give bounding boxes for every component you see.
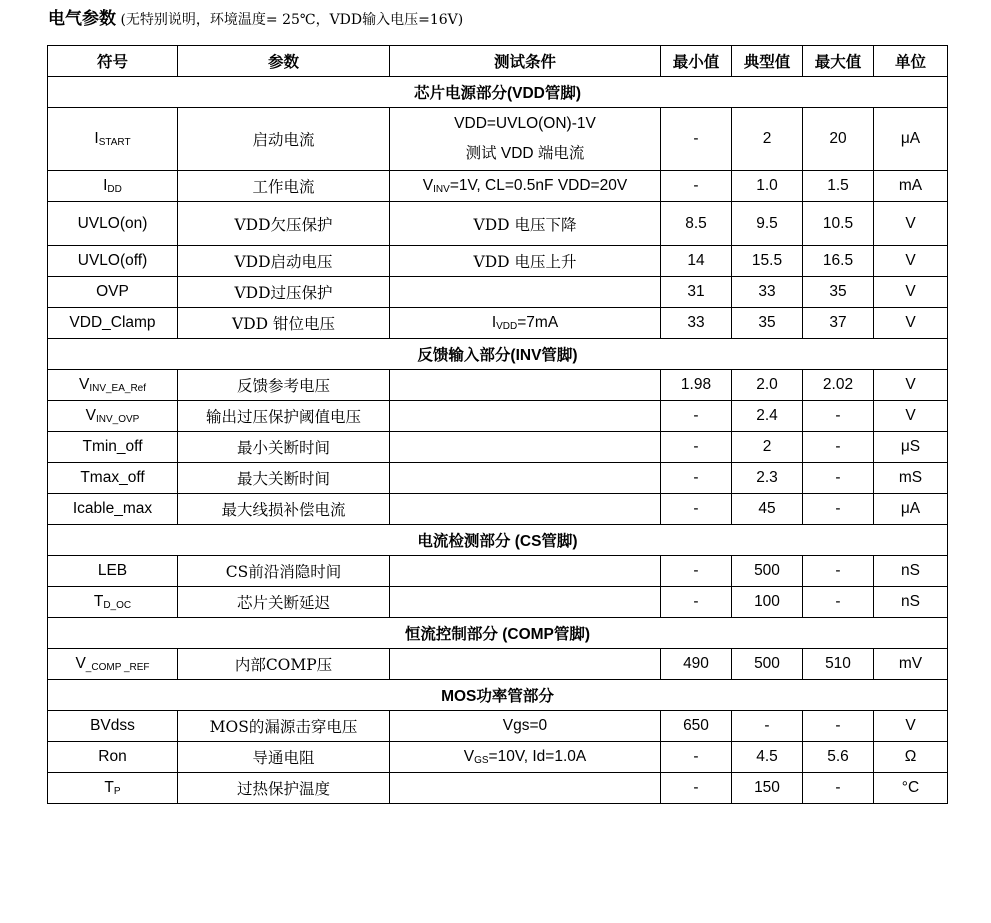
- condition-cell: $V_{INV}=1V$, CL=0.5nF VDD=20V: [390, 171, 661, 202]
- table-row: [48, 401, 948, 432]
- min-cell: 33: [661, 308, 732, 339]
- unit-cell: V: [874, 308, 948, 339]
- table-row: [48, 246, 948, 277]
- parameter-cell: 输出过压保护阈值电压: [178, 401, 390, 432]
- max-cell: 20: [803, 108, 874, 171]
- unit-cell: mS: [874, 463, 948, 494]
- unit-cell: V: [874, 246, 948, 277]
- min-cell: 31: [661, 277, 732, 308]
- parameter-cell: 最大关断时间: [178, 463, 390, 494]
- section-title: 恒流控制部分 (COMP管脚): [48, 618, 948, 649]
- table-row: [48, 463, 948, 494]
- max-cell: -: [803, 587, 874, 618]
- typ-cell: 2: [732, 108, 803, 171]
- parameter-cell: 工作电流: [178, 171, 390, 202]
- typ-cell: 2.4: [732, 401, 803, 432]
- col-header-condition: 测试条件: [390, 46, 661, 77]
- heading-note: (无特别说明，环境温度= 25℃，VDD输入电压=16V): [120, 12, 464, 28]
- typ-cell: 2.3: [732, 463, 803, 494]
- typ-cell: 500: [732, 649, 803, 680]
- min-cell: 650: [661, 711, 732, 742]
- col-header-parameter: 参数: [178, 46, 390, 77]
- min-cell: 1.98: [661, 370, 732, 401]
- unit-cell: V: [874, 370, 948, 401]
- parameter-cell: 启动电流: [178, 108, 390, 171]
- electrical-parameters-table: [47, 45, 948, 804]
- col-header-unit: 单位: [874, 46, 948, 77]
- unit-cell: μA: [874, 494, 948, 525]
- max-cell: -: [803, 773, 874, 804]
- table-row: [48, 308, 948, 339]
- typ-cell: -: [732, 711, 803, 742]
- table-row: [48, 773, 948, 804]
- condition-cell: [390, 556, 661, 587]
- unit-cell: °C: [874, 773, 948, 804]
- condition-cell: [390, 649, 661, 680]
- condition-cell: [390, 773, 661, 804]
- condition-cell: Vgs=0: [390, 711, 661, 742]
- max-cell: 35: [803, 277, 874, 308]
- min-cell: -: [661, 742, 732, 773]
- min-cell: -: [661, 401, 732, 432]
- min-cell: -: [661, 463, 732, 494]
- condition-cell: [390, 463, 661, 494]
- condition-cell: VDD 电压上升: [390, 246, 661, 277]
- symbol-cell: Tmin_off: [48, 432, 178, 463]
- typ-cell: 33: [732, 277, 803, 308]
- parameter-cell: 最大线损补偿电流: [178, 494, 390, 525]
- symbol-cell: UVLO(on): [48, 202, 178, 246]
- symbol-cell: $I_{START}$: [48, 108, 178, 171]
- table-row: [48, 742, 948, 773]
- symbol-cell: $T_{D\_OC}$: [48, 587, 178, 618]
- symbol-cell: $V_{INV\_OVP}$: [48, 401, 178, 432]
- condition-cell: VDD=UVLO(ON)-1V 测试 VDD 端电流: [390, 108, 661, 171]
- min-cell: -: [661, 171, 732, 202]
- max-cell: 16.5: [803, 246, 874, 277]
- parameter-cell: 内部COMP压: [178, 649, 390, 680]
- parameter-cell: CS前沿消隐时间: [178, 556, 390, 587]
- typ-cell: 45: [732, 494, 803, 525]
- unit-cell: mV: [874, 649, 948, 680]
- symbol-cell: $V_{\_COMP \_REF}$: [48, 649, 178, 680]
- table-row: [48, 202, 948, 246]
- table-row: [48, 108, 948, 171]
- max-cell: -: [803, 494, 874, 525]
- parameter-cell: VDD 钳位电压: [178, 308, 390, 339]
- condition-cell: [390, 370, 661, 401]
- typ-cell: 9.5: [732, 202, 803, 246]
- condition-cell: [390, 494, 661, 525]
- header-row: [48, 46, 948, 77]
- max-cell: 5.6: [803, 742, 874, 773]
- unit-cell: V: [874, 202, 948, 246]
- max-cell: 37: [803, 308, 874, 339]
- table-row: [48, 494, 948, 525]
- table-row: [48, 556, 948, 587]
- typ-cell: 2.0: [732, 370, 803, 401]
- section-row: [48, 339, 948, 370]
- unit-cell: V: [874, 711, 948, 742]
- symbol-cell: Icable_max: [48, 494, 178, 525]
- condition-cell: [390, 401, 661, 432]
- symbol-cell: LEB: [48, 556, 178, 587]
- unit-cell: V: [874, 401, 948, 432]
- max-cell: -: [803, 463, 874, 494]
- symbol-cell: OVP: [48, 277, 178, 308]
- condition-cell: VDD 电压下降: [390, 202, 661, 246]
- col-header-symbol: 符号: [48, 46, 178, 77]
- parameter-cell: VDD过压保护: [178, 277, 390, 308]
- typ-cell: 15.5: [732, 246, 803, 277]
- max-cell: 510: [803, 649, 874, 680]
- typ-cell: 150: [732, 773, 803, 804]
- section-row: [48, 680, 948, 711]
- table-row: [48, 649, 948, 680]
- section-row: [48, 77, 948, 108]
- typ-cell: 35: [732, 308, 803, 339]
- section-title: 电流检测部分 (CS管脚): [48, 525, 948, 556]
- max-cell: -: [803, 556, 874, 587]
- heading-title: 电气参数: [48, 9, 116, 28]
- min-cell: -: [661, 108, 732, 171]
- section-title: MOS功率管部分: [48, 680, 948, 711]
- table-row: [48, 370, 948, 401]
- condition-cell: [390, 432, 661, 463]
- symbol-cell: $I_{DD}$: [48, 171, 178, 202]
- table-row: [48, 587, 948, 618]
- parameter-cell: MOS的漏源击穿电压: [178, 711, 390, 742]
- condition-cell: [390, 277, 661, 308]
- typ-cell: 4.5: [732, 742, 803, 773]
- unit-cell: μA: [874, 108, 948, 171]
- min-cell: -: [661, 587, 732, 618]
- table-row: [48, 711, 948, 742]
- typ-cell: 500: [732, 556, 803, 587]
- max-cell: -: [803, 711, 874, 742]
- symbol-cell: $V_{INV\_EA\_Ref}$: [48, 370, 178, 401]
- symbol-cell: $T_P$: [48, 773, 178, 804]
- parameter-cell: 过热保护温度: [178, 773, 390, 804]
- symbol-cell: Tmax_off: [48, 463, 178, 494]
- symbol-cell: UVLO(off): [48, 246, 178, 277]
- typ-cell: 2: [732, 432, 803, 463]
- col-header-min: 最小值: [661, 46, 732, 77]
- min-cell: -: [661, 494, 732, 525]
- parameter-cell: 反馈参考电压: [178, 370, 390, 401]
- parameter-cell: 最小关断时间: [178, 432, 390, 463]
- unit-cell: μS: [874, 432, 948, 463]
- min-cell: 8.5: [661, 202, 732, 246]
- max-cell: -: [803, 401, 874, 432]
- min-cell: -: [661, 773, 732, 804]
- symbol-cell: BVdss: [48, 711, 178, 742]
- condition-cell: $I_{VDD}=7mA$: [390, 308, 661, 339]
- section-heading: [48, 8, 463, 31]
- unit-cell: mA: [874, 171, 948, 202]
- min-cell: -: [661, 556, 732, 587]
- typ-cell: 100: [732, 587, 803, 618]
- table-row: [48, 432, 948, 463]
- unit-cell: Ω: [874, 742, 948, 773]
- typ-cell: 1.0: [732, 171, 803, 202]
- max-cell: 1.5: [803, 171, 874, 202]
- unit-cell: nS: [874, 556, 948, 587]
- symbol-cell: VDD_Clamp: [48, 308, 178, 339]
- col-header-max: 最大值: [803, 46, 874, 77]
- unit-cell: V: [874, 277, 948, 308]
- table-row: [48, 171, 948, 202]
- parameter-cell: VDD欠压保护: [178, 202, 390, 246]
- section-title: 芯片电源部分(VDD管脚): [48, 77, 948, 108]
- parameter-cell: 芯片关断延迟: [178, 587, 390, 618]
- condition-cell: $V_{GS}=10V$, Id=1.0A: [390, 742, 661, 773]
- section-title: 反馈输入部分(INV管脚): [48, 339, 948, 370]
- col-header-typ: 典型值: [732, 46, 803, 77]
- max-cell: -: [803, 432, 874, 463]
- max-cell: 2.02: [803, 370, 874, 401]
- parameter-cell: 导通电阻: [178, 742, 390, 773]
- min-cell: 490: [661, 649, 732, 680]
- symbol-cell: Ron: [48, 742, 178, 773]
- min-cell: -: [661, 432, 732, 463]
- parameter-cell: VDD启动电压: [178, 246, 390, 277]
- section-row: [48, 525, 948, 556]
- unit-cell: nS: [874, 587, 948, 618]
- max-cell: 10.5: [803, 202, 874, 246]
- min-cell: 14: [661, 246, 732, 277]
- table-row: [48, 277, 948, 308]
- condition-cell: [390, 587, 661, 618]
- section-row: [48, 618, 948, 649]
